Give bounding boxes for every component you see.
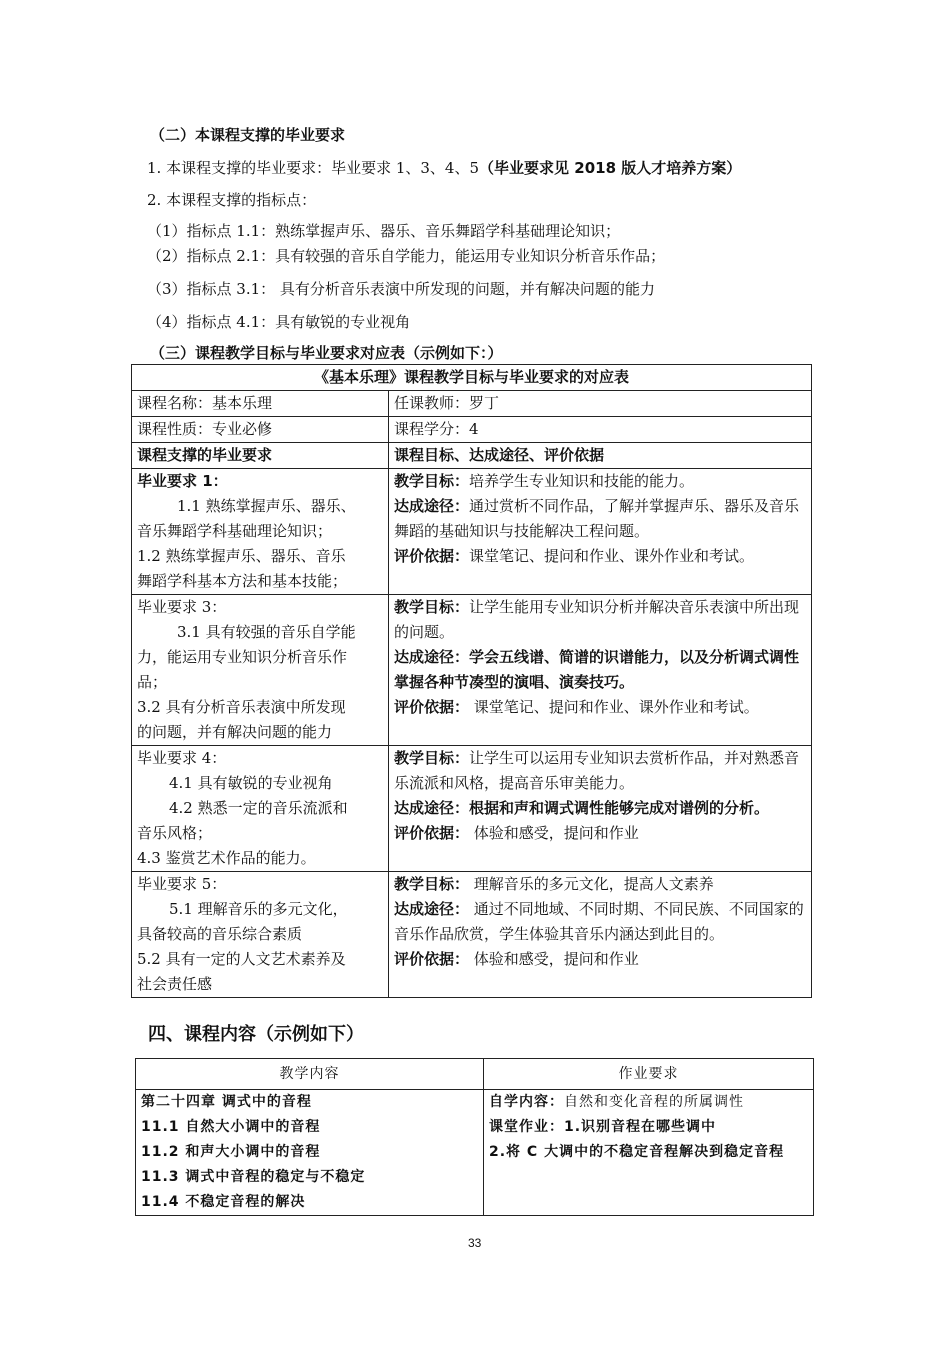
- eval-label: 评价依据：: [394, 824, 470, 842]
- course-content-table: [135, 1058, 814, 1216]
- requirement-cell: [132, 469, 389, 595]
- requirement-line: 品；: [137, 673, 168, 691]
- col1-header: 课程支撑的毕业要求: [132, 443, 389, 469]
- requirement-title: 毕业要求 1：: [137, 472, 228, 490]
- eval-item: [394, 821, 806, 846]
- goal-label: 教学目标：: [394, 875, 470, 893]
- requirement-line: 4.3 鉴赏艺术作品的能力。: [137, 849, 316, 867]
- requirement-title: 毕业要求 5：: [137, 875, 227, 893]
- section2-item1-bold: （毕业要求见 2018 版人才培养方案）: [479, 159, 742, 177]
- goal-label: 教学目标：: [394, 749, 470, 767]
- requirement-line: 3.1 具有较强的音乐自学能: [177, 623, 356, 641]
- eval-text: 课堂笔记、提问和作业、课外作业和考试。: [469, 547, 755, 565]
- goal-text: 理解音乐的多元文化，提高人文素养: [469, 875, 714, 893]
- requirement-line: 1.1 熟练掌握声乐、器乐、: [177, 497, 356, 515]
- path-item: [394, 796, 806, 821]
- homework-cell: [484, 1090, 814, 1216]
- table-row: [136, 1059, 814, 1090]
- indicator-point-2: （2）指标点 2.1：具有较强的音乐自学能力，能运用专业知识分析音乐作品；: [147, 247, 666, 265]
- requirement-cell: [132, 595, 389, 746]
- requirement-line: 1.2 熟练掌握声乐、器乐、音乐: [137, 547, 346, 565]
- requirement-line: 的问题，并有解决问题的能力: [137, 723, 333, 741]
- indicator-point-4: （4）指标点 4.1：具有敏锐的专业视角: [147, 313, 411, 331]
- requirement-line: 音乐舞蹈学科基础理论知识；: [137, 522, 333, 540]
- path-item: [394, 897, 806, 947]
- requirement-line: 具备较高的音乐综合素质: [137, 925, 303, 943]
- path-text: 通过不同地域、不同时期、不同民族、不同国家的音乐作品欣赏，学生体验其音乐内涵达到此目的。: [394, 900, 804, 943]
- section2-heading: （二）本课程支撑的毕业要求: [150, 126, 346, 144]
- requirement-line: 力，能运用专业知识分析音乐作: [137, 648, 348, 666]
- requirement-line: 5.2 具有一定的人文艺术素养及: [137, 950, 346, 968]
- teacher-cell: 任课教师：罗丁: [389, 391, 812, 417]
- goal-item: [394, 595, 806, 645]
- course-credit-cell: 课程学分：4: [389, 417, 812, 443]
- eval-text: 体验和感受，提问和作业: [469, 824, 639, 842]
- goal-item: [394, 872, 806, 897]
- requirement-line: 5.1 理解音乐的多元文化，: [169, 900, 348, 918]
- section2-item1: [147, 157, 741, 178]
- goal-cell: [389, 872, 812, 998]
- indicator-point-1: （1）指标点 1.1：熟练掌握声乐、器乐、音乐舞蹈学科基础理论知识；: [147, 222, 621, 240]
- content-cell: [136, 1090, 484, 1216]
- requirement-cell: [132, 746, 389, 872]
- path-text: 通过赏析不同作品，了解并掌握声乐、器乐及音乐舞蹈的基础知识与技能解决工程问题。: [394, 497, 800, 540]
- path-label: 达成途径：: [394, 648, 470, 666]
- classwork-item-2: 2.将 C 大调中的不稳定音程解决到稳定音程: [489, 1144, 785, 1160]
- content-line: 11.1 自然大小调中的音程: [141, 1119, 321, 1135]
- eval-item: [394, 544, 806, 569]
- eval-label: 评价依据：: [394, 950, 470, 968]
- requirement-line: 社会责任感: [137, 975, 213, 993]
- goal-cell: [389, 469, 812, 595]
- eval-item: [394, 695, 806, 720]
- section4-heading: 四、课程内容（示例如下）: [148, 1024, 364, 1045]
- table-row: [132, 417, 812, 443]
- eval-label: 评价依据：: [394, 698, 470, 716]
- content-line: 11.4 不稳定音程的解决: [141, 1194, 306, 1210]
- goal-label: 教学目标：: [394, 598, 470, 616]
- course-name-cell: 课程名称：基本乐理: [132, 391, 389, 417]
- requirement-line: 4.1 具有敏锐的专业视角: [169, 774, 333, 792]
- goal-item: [394, 469, 806, 494]
- course-nature-cell: 课程性质：专业必修: [132, 417, 389, 443]
- requirement-line: 音乐风格；: [137, 824, 213, 842]
- goal-label: 教学目标：: [394, 472, 470, 490]
- goal-cell: [389, 595, 812, 746]
- eval-label: 评价依据：: [394, 547, 470, 565]
- self-study-text: 自然和变化音程的所属调性: [564, 1094, 744, 1110]
- table-row: [132, 469, 812, 595]
- classwork-item: [489, 1115, 808, 1140]
- eval-item: [394, 947, 806, 972]
- content-header: 教学内容: [136, 1059, 484, 1090]
- path-label: 达成途径：: [394, 497, 470, 515]
- col2-header: 课程目标、达成途径、评价依据: [389, 443, 812, 469]
- classwork-label: 课堂作业：: [489, 1119, 564, 1135]
- section2-item2: 2. 本课程支撑的指标点：: [147, 191, 317, 209]
- table-row: [132, 595, 812, 746]
- content-line: 11.3 调式中音程的稳定与不稳定: [141, 1169, 366, 1185]
- table-row: [136, 1090, 814, 1216]
- content-line: 第二十四章 调式中的音程: [141, 1094, 312, 1110]
- homework-header: 作业要求: [484, 1059, 814, 1090]
- goal-text: 让学生可以运用专业知识去赏析作品，并对熟悉音乐流派和风格，提高音乐审美能力。: [394, 749, 800, 792]
- requirement-title: 毕业要求 3：: [137, 598, 227, 616]
- requirement-title: 毕业要求 4：: [137, 749, 227, 767]
- eval-text: 体验和感受，提问和作业: [469, 950, 639, 968]
- requirement-line: 舞蹈学科基本方法和基本技能；: [137, 572, 348, 590]
- path-label: 达成途径：: [394, 799, 470, 817]
- goal-item: [394, 746, 806, 796]
- content-line: 11.2 和声大小调中的音程: [141, 1144, 321, 1160]
- table-row: [132, 872, 812, 998]
- eval-text: 课堂笔记、提问和作业、课外作业和考试。: [469, 698, 759, 716]
- table-row: [132, 391, 812, 417]
- table-row: [132, 443, 812, 469]
- table-row: [132, 746, 812, 872]
- self-study-label: 自学内容：: [489, 1094, 564, 1110]
- page-number: 33: [468, 1236, 482, 1250]
- indicator-point-3: （3）指标点 3.1： 具有分析音乐表演中所发现的问题，并有解决问题的能力: [147, 280, 655, 298]
- table-row: [132, 365, 812, 391]
- goal-text: 培养学生专业知识和技能的能力。: [469, 472, 695, 490]
- goal-text: 让学生能用专业知识分析并解决音乐表演中所出现的问题。: [394, 598, 800, 641]
- classwork-text: 1.识别音程在哪些调中: [564, 1119, 717, 1135]
- mapping-table: [131, 364, 812, 998]
- path-text: 根据和声和调式调性能够完成对谱例的分析。: [469, 799, 770, 817]
- self-study-item: [489, 1090, 808, 1115]
- requirement-line: 3.2 具有分析音乐表演中所发现: [137, 698, 346, 716]
- section2-item1-text: 1. 本课程支撑的毕业要求：毕业要求 1、3、4、5: [147, 159, 480, 177]
- goal-cell: [389, 746, 812, 872]
- path-label: 达成途径：: [394, 900, 470, 918]
- path-item: [394, 494, 806, 544]
- requirement-line: 4.2 熟悉一定的音乐流派和: [169, 799, 348, 817]
- path-text: 学会五线谱、简谱的识谱能力，以及分析调式调性掌握各种节凑型的演唱、演奏技巧。: [394, 648, 800, 691]
- section3-heading: （三）课程教学目标与毕业要求对应表（示例如下：）: [150, 344, 503, 362]
- requirement-cell: [132, 872, 389, 998]
- path-item: [394, 645, 806, 695]
- table-title: 《基本乐理》课程教学目标与毕业要求的对应表: [132, 365, 812, 391]
